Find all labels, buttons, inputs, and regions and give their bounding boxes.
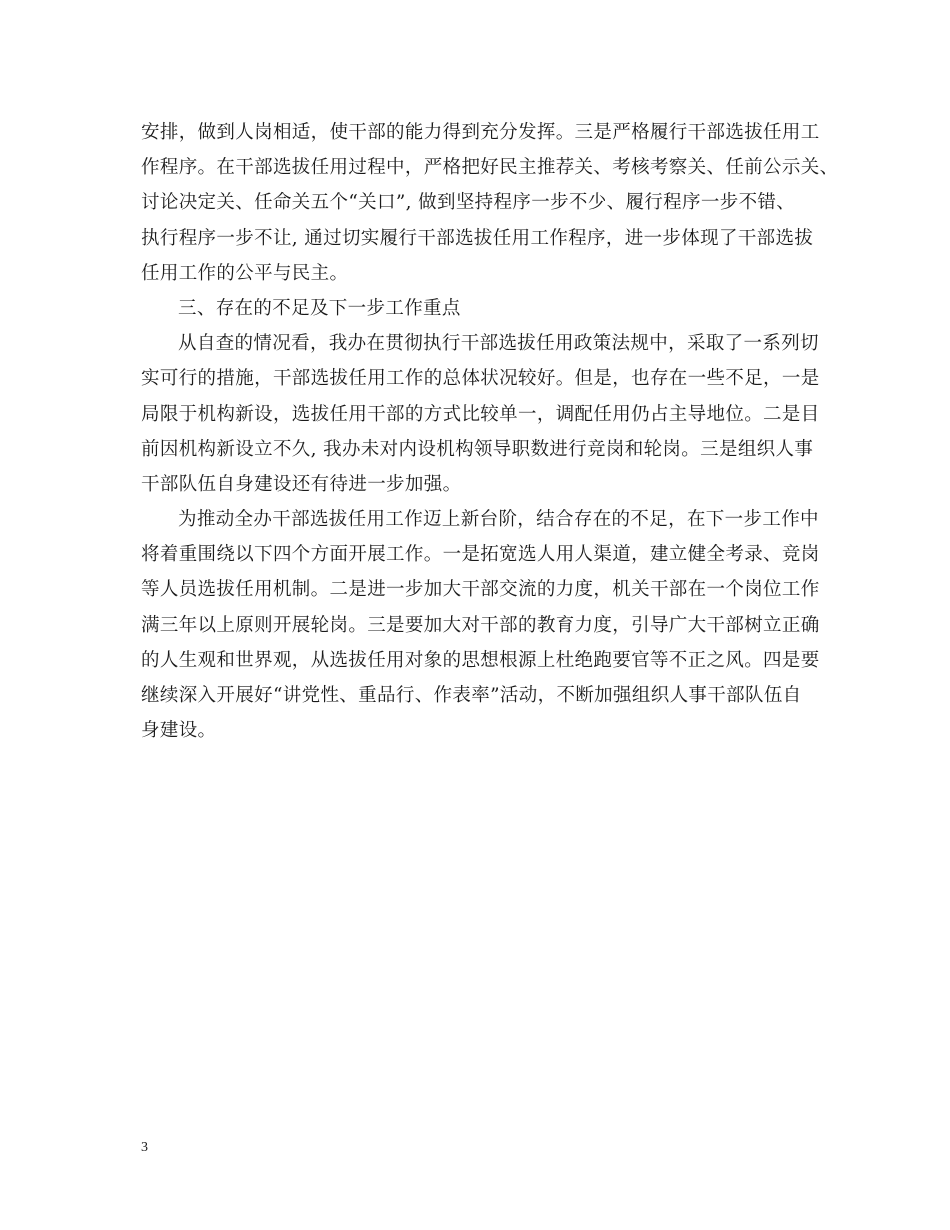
text-line: 执行程序一步不让, 通过切实履行干部选拔任用工作程序，进一步体现了干部选拔 [141,227,814,249]
text-line: 作程序。在干部选拔任用过程中，严格把好民主推荐关、考核考察关、任前公示关、 [141,157,839,179]
text-line: 任用工作的公平与民主。 [141,262,349,284]
text-line: 继续深入开展好“讲党性、重品行、作表率”活动，不断加强组织人事干部队伍自 [141,685,802,706]
text-line: 将着重围绕以下四个方面开展工作。一是拓宽选人用人渠道，建立健全考录、竞岗 [141,544,820,566]
text-line: 等人员选拔任用机制。二是进一步加大干部交流的力度，机关干部在一个岗位工作 [141,579,820,601]
text-line: 身建设。 [141,720,217,742]
text-line: 局限于机构新设，选拔任用干部的方式比较单一，调配任用仍占主导地位。二是目 [141,403,820,425]
page-number: 3 [141,1140,148,1155]
section-heading: 三、存在的不足及下一步工作重点 [178,297,461,319]
text-line: 前因机构新设立不久, 我办未对内设机构领导职数进行竞岗和轮岗。三是组织人事 [141,438,814,460]
text-line: 安排，做到人岗相适，使干部的能力得到充分发挥。三是严格履行干部选拔任用工 [141,122,820,143]
text-line: 为推动全办干部选拔任用工作迈上新台阶，结合存在的不足，在下一步工作中 [178,509,819,531]
text-line: 的人生观和世界观，从选拔任用对象的思想根源上杜绝跑要官等不正之风。四是要 [141,649,820,671]
text-line: 满三年以上原则开展轮岗。三是要加大对干部的教育力度，引导广大干部树立正确 [141,614,820,636]
text-line: 讨论决定关、任命关五个“关口”, 做到坚持程序一步不少、履行程序一步不错、 [141,192,796,214]
text-line: 干部队伍自身建设还有待进一步加强。 [141,473,462,495]
text-line: 从自查的情况看，我办在贯彻执行干部选拔任用政策法规中，采取了一系列切 [178,333,819,355]
document-body [141,115,839,748]
text-line: 实可行的措施，干部选拔任用工作的总体状况较好。但是，也存在一些不足，一是 [141,368,820,390]
